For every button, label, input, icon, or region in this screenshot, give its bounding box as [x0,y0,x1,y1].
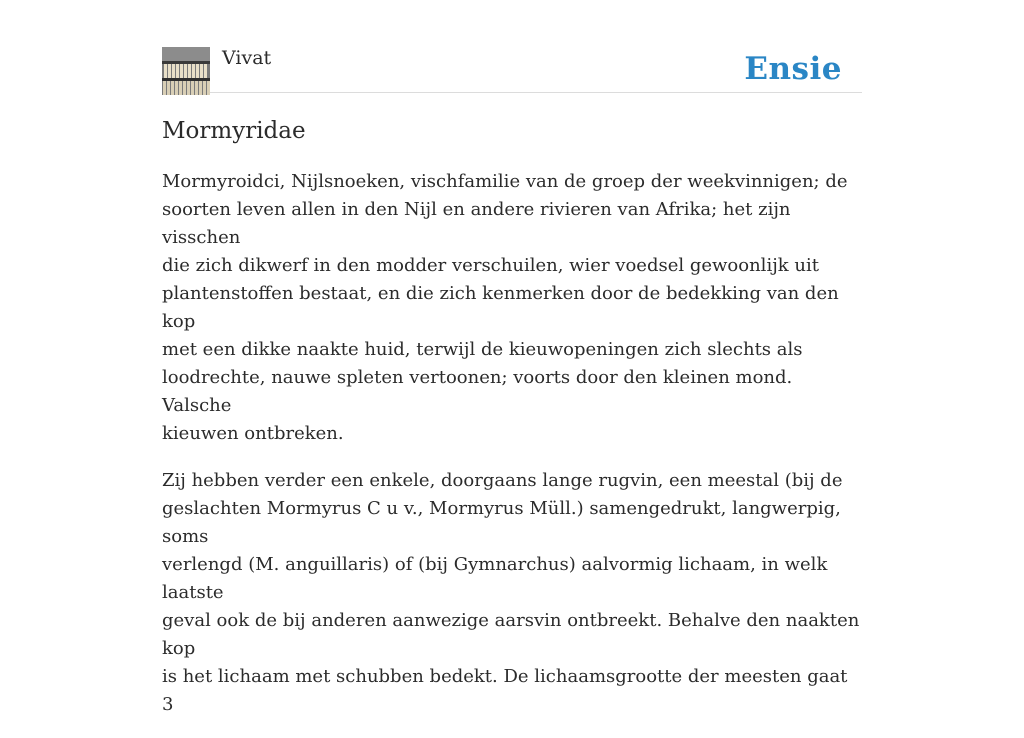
brand-logo[interactable]: Ensie [744,51,842,87]
source-header [162,46,862,93]
source-avatar[interactable] [162,47,210,95]
article-page [162,0,862,715]
source-name[interactable]: Vivat [222,47,272,69]
article-body [162,168,862,738]
bookshelf-icon [162,47,210,95]
article-title: Mormyridae [162,118,306,144]
article-paragraph-2: Zij hebben verder een enkele, doorgaans lange rugvin, een meestal (bij de geslachten Mormyrus C u v., Mormyrus Müll.) samengedrukt, langwerpig, soms verlengd (M. anguillaris) of (bij Gymnarchus) aalvormig lichaam, in welk laatste geval ook de bij anderen aanwezige aarsvin ontbreekt. Behalve den naakten kop is het lichaam met schubben bedekt. De lichaamsgrootte der meesten gaat 3 [162,470,860,715]
article-paragraph-1: Mormyroidci, Nijlsnoeken, vischfamilie van de groep der weekvinnigen; de soorten leven allen in den Nijl en andere rivieren van Afrika; het zijn visschen die zich dikwerf in den modder verschuilen, wier voedsel gewoonlijk uit plantenstoffen bestaat, en die zich kenmerken door de bedekking van den kop met een dikke naakte huid, terwijl de kieuwopeningen zich slechts als loodrechte, nauwe spleten vertoonen; voorts door den kleinen mond. Valsche kieuwen ontbreken. [162,171,848,444]
